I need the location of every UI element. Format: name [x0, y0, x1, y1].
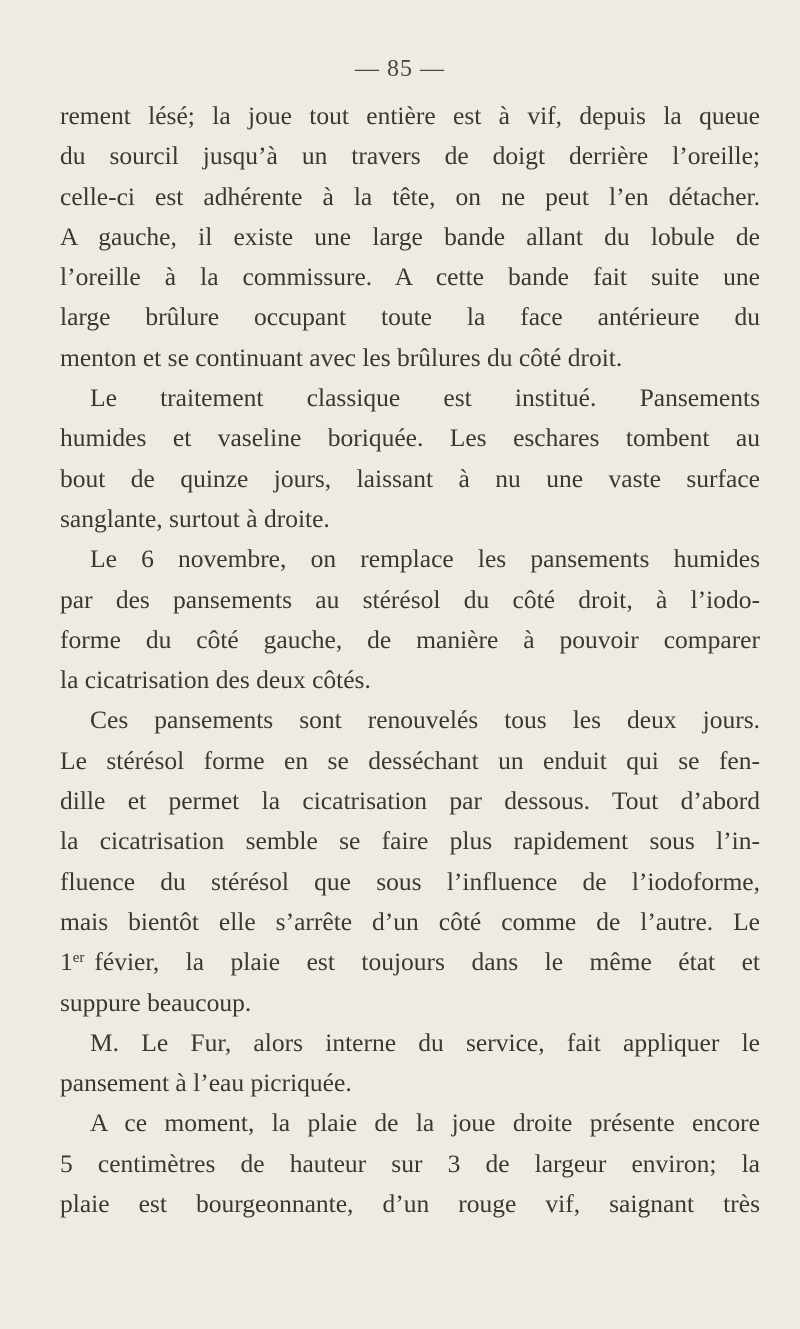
- text-line: mais bientôt elle s’arrête d’un côté comme de l’autre. Le: [60, 906, 760, 936]
- text-line: Le traitement classique est institué. Pansements: [90, 383, 760, 413]
- body-text: [60, 96, 760, 1224]
- text-line: rement lésé; la joue tout entière est à vif, depuis la queue: [60, 101, 760, 130]
- text-line: suppure beaucoup.: [60, 987, 252, 1017]
- ordinal-number: 1: [60, 947, 73, 977]
- page-number: — 85 —: [355, 56, 445, 82]
- text-line: du sourcil jusqu’à un travers de doigt derrière l’oreille;: [60, 141, 760, 171]
- text-line: fluence du stérésol que sous l’influence de l’iodoforme,: [60, 866, 760, 896]
- text-line: bout de quinze jours, laissant à nu une vaste surface: [60, 463, 760, 493]
- text-line: menton et se continuant avec les brûlures du côté droit.: [60, 342, 623, 372]
- text-line: plaie est bourgeonnante, d’un rouge vif, saignant très: [60, 1189, 760, 1219]
- text-line: Le stérésol forme en se desséchant un enduit qui se fen-: [60, 745, 760, 775]
- text-line: A ce moment, la plaie de la joue droite présente encore: [90, 1108, 760, 1138]
- text-line: par des pansements au stérésol du côté droit, à l’iodo-: [60, 584, 760, 614]
- text-line: pansement à l’eau picriquée.: [60, 1068, 352, 1098]
- text-line: [60, 942, 760, 982]
- text-line: Le 6 novembre, on remplace les pansements humides: [90, 544, 760, 574]
- text-line: 5 centimètres de hauteur sur 3 de largeur environ; la: [60, 1148, 760, 1178]
- text-line: l’oreille à la commissure. A cette bande fait suite une: [60, 262, 760, 292]
- text-line: large brûlure occupant toute la face antérieure du: [60, 302, 760, 332]
- text-line: A gauche, il existe une large bande allant du lobule de: [60, 221, 760, 251]
- text-line: humides et vaseline boriquée. Les eschares tombent au: [60, 423, 760, 453]
- line-text: févier, la plaie est toujours dans le même état et: [94, 947, 760, 977]
- text-line: la cicatrisation des deux côtés.: [60, 665, 371, 695]
- text-line: celle-ci est adhérente à la tête, on ne peut l’en détacher.: [60, 181, 760, 211]
- text-line: dille et permet la cicatrisation par dessous. Tout d’abord: [60, 786, 760, 816]
- text-line: sanglante, surtout à droite.: [60, 503, 330, 533]
- text-line: la cicatrisation semble se faire plus rapidement sous l’in-: [60, 826, 760, 856]
- ordinal-superscript: er: [72, 950, 85, 967]
- text-line: Ces pansements sont renouvelés tous les deux jours.: [90, 705, 760, 735]
- text-line: forme du côté gauche, de manière à pouvoir comparer: [60, 624, 760, 654]
- text-line: M. Le Fur, alors interne du service, fait appliquer le: [90, 1027, 760, 1057]
